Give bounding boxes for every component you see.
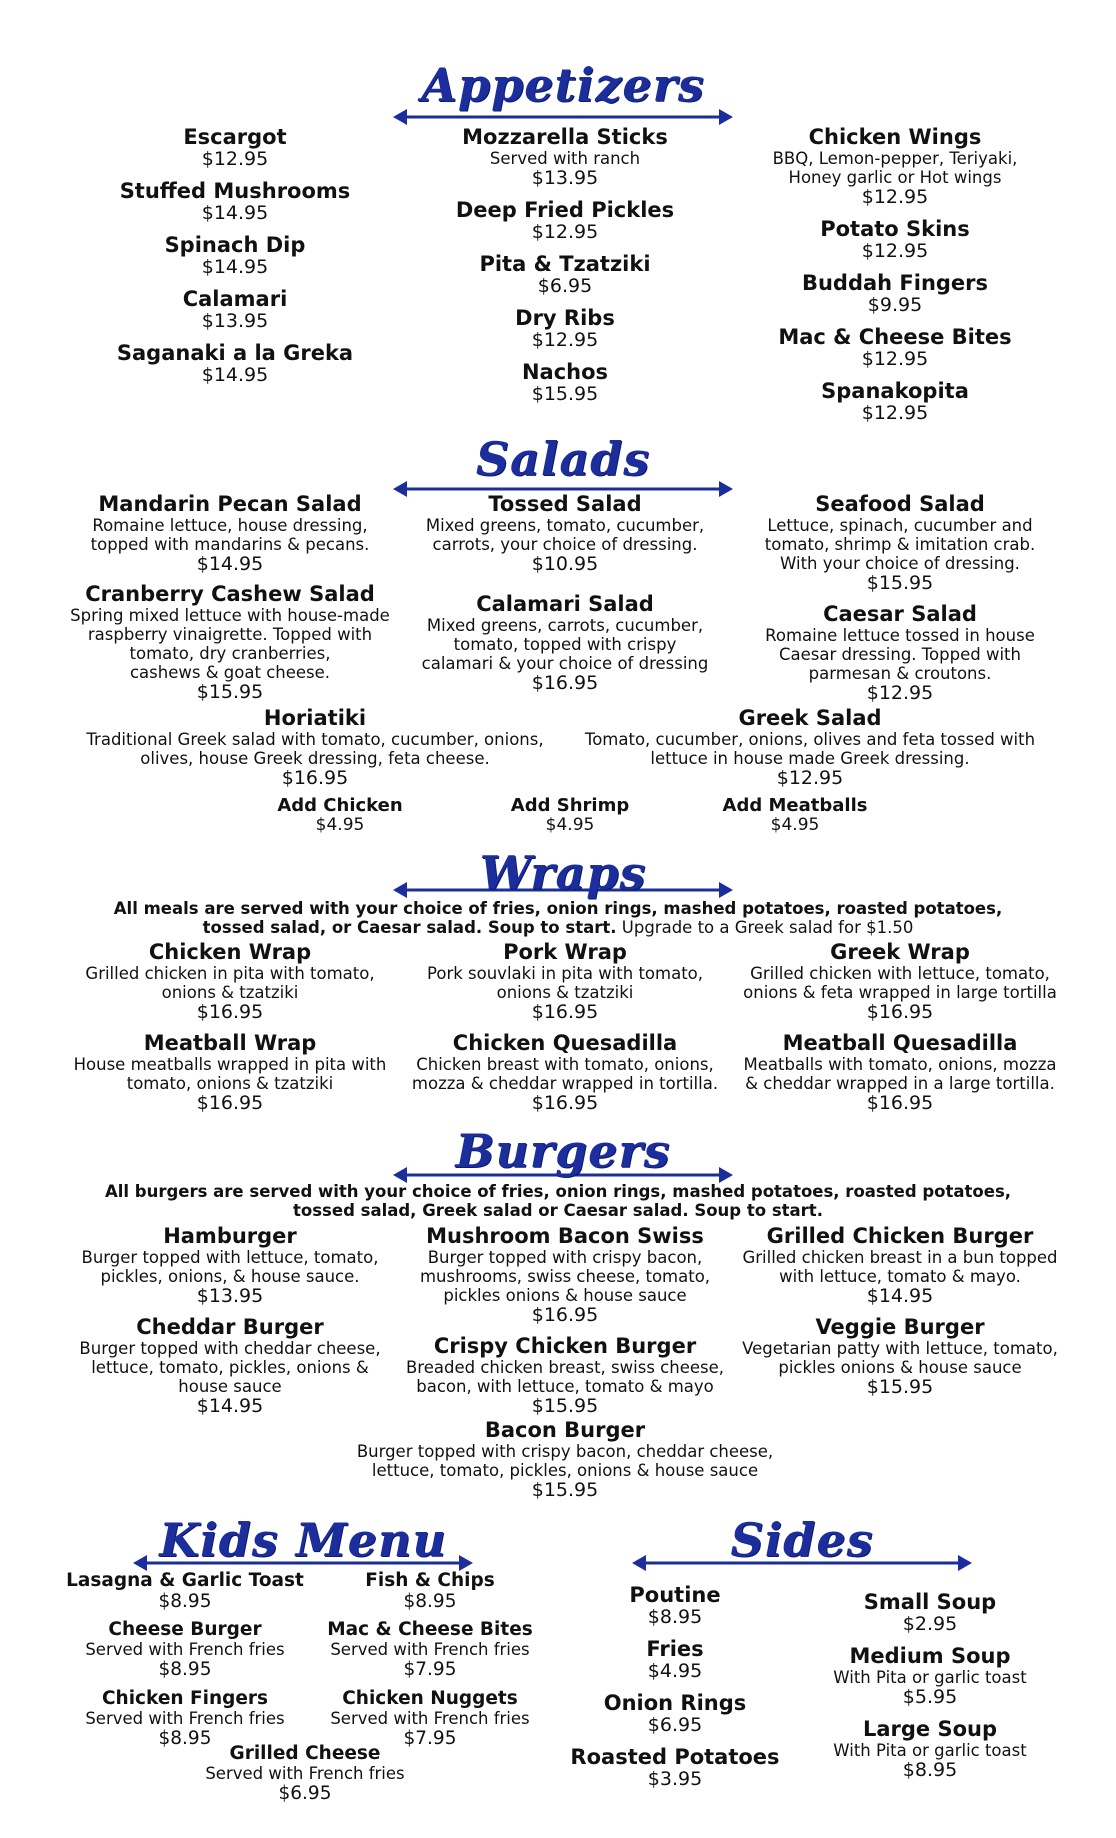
kids-item: Grilled Cheese Served with French fries $6.95 (205, 1743, 405, 1804)
menu-item: Potato Skins $12.95 (820, 217, 970, 262)
side-item: Poutine $8.95 (629, 1583, 721, 1628)
menu-item: Mozzarella Sticks Served with ranch $13.95 (462, 125, 668, 189)
menu-item: Stuffed Mushrooms $14.95 (119, 179, 351, 224)
menu-item: Meatball Wrap House meatballs wrapped in pita with tomato, onions & tzatziki $16.95 (73, 1031, 387, 1114)
side-item: Large Soup With Pita or garlic toast $8.95 (833, 1717, 1027, 1781)
menu-item: Meatball Quesadilla Meatballs with tomato, onions, mozza & cheddar wrapped in a large tortilla. $16.95 (743, 1031, 1057, 1114)
menu-item: Dry Ribs $12.95 (515, 306, 615, 351)
menu-item: Deep Fried Pickles $12.95 (455, 198, 675, 243)
menu-item: Calamari Salad Mixed greens, carrots, cucumber, tomato, topped with crispy calamari & your choice of dressing $16.95 (421, 592, 709, 694)
menu-item: Caesar Salad Romaine lettuce tossed in house Caesar dressing. Topped with parmesan & croutons. $12.95 (765, 602, 1035, 704)
menu-item: Cheddar Burger Burger topped with cheddar cheese, lettuce, tomato, pickles, onions & house sauce $14.95 (79, 1315, 381, 1417)
wraps-title: Wraps (479, 846, 647, 900)
menu-item: Horiatiki Traditional Greek salad with tomato, cucumber, onions, olives, house Greek dressing, feta cheese. $16.95 (86, 706, 544, 789)
menu-item: Spanakopita $12.95 (821, 379, 969, 424)
appetizers-title: Appetizers (421, 58, 705, 112)
side-item: Fries $4.95 (646, 1637, 704, 1682)
menu-item: Hamburger Burger topped with lettuce, tomato, pickles, onions, & house sauce. $13.95 (81, 1224, 379, 1307)
kids-item: Cheese Burger Served with French fries $8.95 (85, 1619, 285, 1680)
menu-item: Mushroom Bacon Swiss Burger topped with crispy bacon, mushrooms, swiss cheese, tomato, pickles onions & house sauce $16.95 (419, 1224, 711, 1326)
kids-heading (133, 1513, 473, 1567)
menu-item: Veggie Burger Vegetarian patty with lettuce, tomato, pickles onions & house sauce $15.95 (742, 1315, 1058, 1398)
side-item: Roasted Potatoes $3.95 (570, 1745, 780, 1790)
sides-title: Sides (730, 1513, 874, 1567)
appetizers-heading (393, 58, 733, 112)
menu-item: Bacon Burger Burger topped with crispy bacon, cheddar cheese, lettuce, tomato, pickles, onions & house sauce $15.95 (356, 1418, 774, 1501)
burgers-heading (393, 1124, 733, 1178)
menu-item: Crispy Chicken Burger Breaded chicken breast, swiss cheese, bacon, with lettuce, tomato & mayo $15.95 (405, 1334, 724, 1417)
menu-item: Chicken Wrap Grilled chicken in pita with tomato, onions & tzatziki $16.95 (85, 940, 375, 1023)
sides-heading (632, 1513, 972, 1567)
kids-item: Fish & Chips $8.95 (365, 1570, 495, 1612)
menu-item: Chicken Quesadilla Chicken breast with tomato, onions, mozza & cheddar wrapped in tortilla. $16.95 (411, 1031, 719, 1114)
wraps-heading (393, 846, 733, 900)
menu-item: Saganaki a la Greka $14.95 (116, 341, 354, 386)
kids-title: Kids Menu (159, 1513, 447, 1567)
add-on-item: Add Meatballs $4.95 (722, 795, 868, 835)
menu-item: Seafood Salad Lettuce, spinach, cucumber and tomato, shrimp & imitation crab. With your choice of dressing. $15.95 (764, 492, 1036, 594)
menu-item: Cranberry Cashew Salad Spring mixed lettuce with house-made raspberry vinaigrette. Topped with tomato, dry cranberries, cashews & goat cheese. $15.95 (70, 582, 390, 703)
burgers-note: All burgers are served with your choice of fries, onion rings, mashed potatoes, roasted potatoes, tossed salad, Greek salad or Caesar salad. Soup to start. (104, 1182, 1012, 1220)
menu-item: Chicken Wings BBQ, Lemon-pepper, Teriyaki, Honey garlic or Hot wings $12.95 (772, 125, 1018, 208)
salads-title: Salads (475, 432, 651, 486)
menu-item: Grilled Chicken Burger Grilled chicken breast in a bun topped with lettuce, tomato & mayo. $14.95 (742, 1224, 1058, 1307)
menu-item: Mandarin Pecan Salad Romaine lettuce, house dressing, topped with mandarins & pecans. $14.95 (90, 492, 370, 575)
side-item: Medium Soup With Pita or garlic toast $5.95 (833, 1644, 1027, 1708)
menu-item: Escargot $12.95 (183, 125, 287, 170)
kids-item: Lasagna & Garlic Toast $8.95 (66, 1570, 304, 1612)
menu-item: Spinach Dip $14.95 (164, 233, 306, 278)
add-on-item: Add Shrimp $4.95 (510, 795, 630, 835)
menu-item: Pita & Tzatziki $6.95 (479, 252, 651, 297)
side-item: Small Soup $2.95 (863, 1590, 997, 1635)
salads-heading (393, 432, 733, 486)
menu-item: Tossed Salad Mixed greens, tomato, cucumber, carrots, your choice of dressing. $10.95 (425, 492, 705, 575)
wraps-note: All meals are served with your choice of fries, onion rings, mashed potatoes, roasted potatoes, tossed salad, or Caesar salad. Soup to start. Upgrade to a Greek salad for $1.50 (113, 899, 1003, 937)
kids-item: Chicken Fingers Served with French fries $8.95 (85, 1688, 285, 1749)
menu-item: Nachos $15.95 (521, 360, 609, 405)
menu-item: Calamari $13.95 (182, 287, 288, 332)
menu-item: Pork Wrap Pork souvlaki in pita with tomato, onions & tzatziki $16.95 (426, 940, 703, 1023)
menu-item: Mac & Cheese Bites $12.95 (778, 325, 1012, 370)
menu-item: Buddah Fingers $9.95 (801, 271, 989, 316)
menu-item: Greek Wrap Grilled chicken with lettuce, tomato, onions & feta wrapped in large tortilla $16.95 (743, 940, 1057, 1023)
burgers-title: Burgers (455, 1124, 671, 1178)
side-item: Onion Rings $6.95 (603, 1691, 747, 1736)
kids-item: Mac & Cheese Bites Served with French fries $7.95 (327, 1619, 533, 1680)
menu-item: Greek Salad Tomato, cucumber, onions, olives and feta tossed with lettuce in house made Greek dressing. $12.95 (584, 706, 1036, 789)
add-on-item: Add Chicken $4.95 (277, 795, 403, 835)
kids-item: Chicken Nuggets Served with French fries $7.95 (330, 1688, 530, 1749)
